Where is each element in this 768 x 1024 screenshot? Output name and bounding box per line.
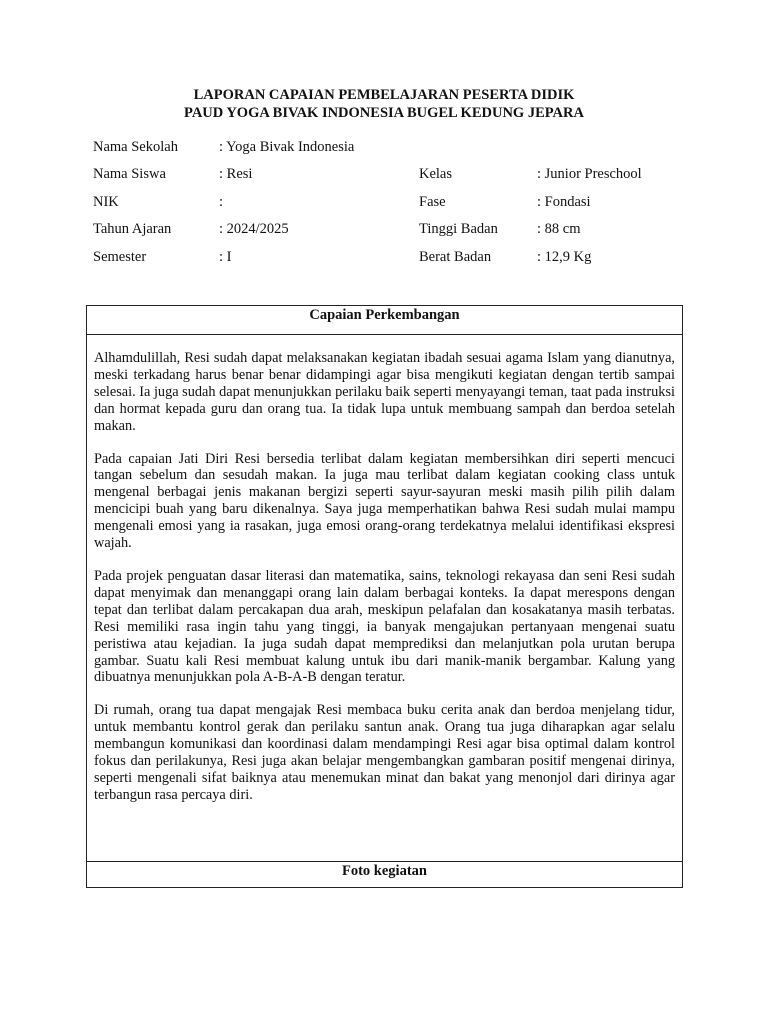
development-body xyxy=(87,335,682,861)
development-heading: Capaian Perkembangan xyxy=(87,306,682,335)
development-report-table xyxy=(86,305,683,888)
semester-label: Semester xyxy=(93,249,147,265)
weight-label: Berat Badan xyxy=(419,249,492,265)
year-value: : 2024/2025 xyxy=(219,221,289,237)
phase-value: : Fondasi xyxy=(537,194,591,210)
report-title-line1: LAPORAN CAPAIAN PEMBELAJARAN PESERTA DIDIK xyxy=(193,87,575,103)
student-label: Nama Siswa xyxy=(93,166,166,182)
semester-value: : I xyxy=(219,249,232,265)
report-paragraph-3: Pada projek penguatan dasar literasi dan matematika, sains, teknologi rekayasa dan seni Resi sudah dapat menyimak dan menanggapi orang lain dalam berbagai konteks. Ia dapat merespons dengan tepat dan terlibat dalam percakapan dua arah, meskipun pelafalan dan kosakatanya masih terbatas. Resi memiliki rasa ingin tahu yang tinggi, ia banyak mengajukan pertanyaan mengenai suatu peristiwa atau kejadian. Ia juga sudah dapat memprediksi dan melanjutkan pola urutan berupa gambar. Suatu kali Resi membuat kalung untuk ibu dari manik-manik bergambar. Kalung yang dibuatnya menunjukkan pola A-B-A-B dengan teratur. xyxy=(94,567,675,686)
nik-value: : xyxy=(219,194,224,210)
school-value: : Yoga Bivak Indonesia xyxy=(219,139,355,155)
year-label: Tahun Ajaran xyxy=(93,221,172,237)
school-label: Nama Sekolah xyxy=(93,139,178,155)
student-value: : Resi xyxy=(219,166,253,182)
height-value: : 88 cm xyxy=(537,221,581,237)
report-title xyxy=(0,86,768,122)
nik-label: NIK xyxy=(93,194,119,210)
photo-heading: Foto kegiatan xyxy=(87,861,682,888)
report-title-line2: PAUD YOGA BIVAK INDONESIA BUGEL KEDUNG JEPARA xyxy=(184,105,584,121)
report-paragraph-1: Alhamdulillah, Resi sudah dapat melaksanakan kegiatan ibadah sesuai agama Islam yang dianutnya, meski terkadang harus benar benar didampingi agar bisa mengikuti kegiatan dengan tertib sampai selesai. Ia juga sudah dapat menunjukkan perilaku baik seperti menyayangi teman, taat pada instruksi dan hormat kepada guru dan orang tua. Ia tidak lupa untuk membuang sampah dan berdoa setelah makan. xyxy=(94,350,675,434)
weight-value: : 12,9 Kg xyxy=(537,249,592,265)
height-label: Tinggi Badan xyxy=(419,221,498,237)
phase-label: Fase xyxy=(419,194,446,210)
class-label: Kelas xyxy=(419,166,453,182)
report-paragraph-2: Pada capaian Jati Diri Resi bersedia terlibat dalam kegiatan membersihkan diri seperti mencuci tangan sebelum dan sesudah makan. Ia juga mau terlibat dalam kegiatan cooking class untuk mengenal berbagai jenis makanan bergizi seperti sayur-sayuran meski masih pilih pilih dalam mencicipi buah yang baru dikenalnya. Saya juga memperhatikan bahwa Resi sudah mulai mampu mengenali emosi yang ia rasakan, juga emosi orang-orang terdekatnya melalui identifikasi ekspresi wajah. xyxy=(94,450,675,552)
class-value: : Junior Preschool xyxy=(537,166,642,182)
report-paragraph-4: Di rumah, orang tua dapat mengajak Resi membaca buku cerita anak dan berdoa menjelang tidur, untuk membantu kontrol gerak dan perilaku santun anak. Orang tua juga diharapkan agar selalu membangun komunikasi dan koordinasi dalam mendampingi Resi agar bisa optimal dalam kontrol fokus dan perilakunya, Resi juga akan belajar mengembangkan gambaran positif mengenai dirinya, seperti mengenali sifat baiknya atau menemukan minat dan bakat yang menonjol dari dirinya agar terbangun rasa percaya diri. xyxy=(94,702,675,803)
